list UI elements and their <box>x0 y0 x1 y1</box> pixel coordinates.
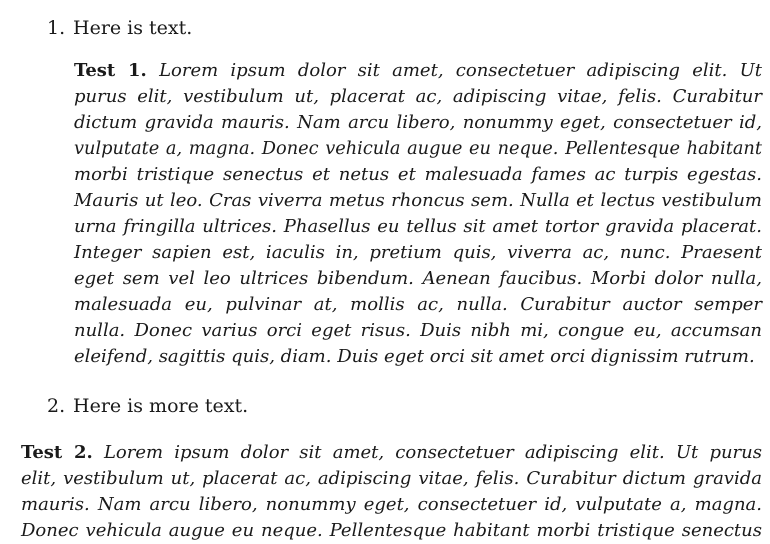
list-item-2 <box>47 393 248 419</box>
test-1-line-8: Integer sapien est, iaculis in, pretium quis, viverra ac, nunc. Praesent <box>74 242 762 263</box>
test-1-line-3: dictum gravida mauris. Nam arcu libero, nonummy eget, consectetuer id, <box>74 112 762 133</box>
list-text-1: Here is text. <box>73 17 193 39</box>
list-item-1 <box>47 15 192 41</box>
test-2-label: Test 2. <box>21 442 93 463</box>
test-1-line-5: morbi tristique senectus et netus et malesuada fames ac turpis egestas. <box>74 164 762 185</box>
test-1-line-12: eleifend, sagittis quis, diam. Duis eget orci sit amet orci dignissim rutrum. <box>74 346 755 367</box>
test-2-line-1: Test 2. Lorem ipsum dolor sit amet, consectetuer adipiscing elit. Ut purus <box>21 442 762 463</box>
test-2-block <box>21 440 762 544</box>
test-1-line-9: eget sem vel leo ultrices bibendum. Aenean faucibus. Morbi dolor nulla, <box>74 268 762 289</box>
test-1-block <box>74 58 762 370</box>
test-1-line-4: vulputate a, magna. Donec vehicula augue eu neque. Pellentesque habitant <box>74 139 762 159</box>
test-1-label: Test 1. <box>74 60 147 81</box>
list-text-2: Here is more text. <box>73 395 249 417</box>
list-number-1: 1. <box>47 17 66 39</box>
list-number-2: 2. <box>47 395 66 417</box>
test-2-line-2: elit, vestibulum ut, placerat ac, adipiscing vitae, felis. Curabitur dictum gravida <box>21 468 762 489</box>
test-1-line-6: Mauris ut leo. Cras viverra metus rhoncus sem. Nulla et lectus vestibulum <box>74 190 762 211</box>
test-1-line-2: purus elit, vestibulum ut, placerat ac, adipiscing vitae, felis. Curabitur <box>74 86 762 107</box>
test-1-line-7: urna fringilla ultrices. Phasellus eu tellus sit amet tortor gravida placerat. <box>74 216 762 237</box>
test-1-line-11: nulla. Donec varius orci eget risus. Duis nibh mi, congue eu, accumsan <box>74 320 762 341</box>
test-1-line-1: Test 1. Lorem ipsum dolor sit amet, consectetuer adipiscing elit. Ut <box>74 60 762 81</box>
test-2-line-3: mauris. Nam arcu libero, nonummy eget, consectetuer id, vulputate a, magna. <box>21 494 762 515</box>
test-2-line-4: Donec vehicula augue eu neque. Pellentesque habitant morbi tristique senectus <box>21 520 762 541</box>
test-1-line-10: malesuada eu, pulvinar at, mollis ac, nulla. Curabitur auctor semper <box>74 294 762 315</box>
